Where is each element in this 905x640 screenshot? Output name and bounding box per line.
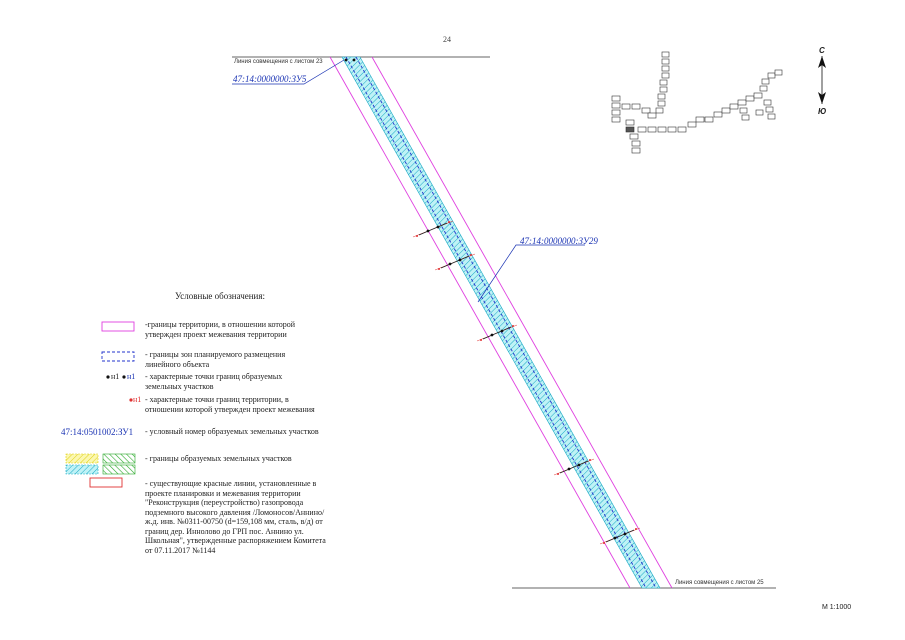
legend-parcel-green-bottom — [103, 465, 135, 474]
legend-territory-symbol — [102, 322, 134, 331]
legend-red-line-symbol — [90, 478, 122, 487]
page-number: 24 — [443, 35, 451, 44]
legend-item-territory: -границы территории, в отношении которой утвержден проект межевания территории — [145, 320, 296, 339]
legend-item-territory-points: - характерные точки границ территории, в отношении которой утвержден проект межевания — [145, 395, 315, 414]
legend-item-red-lines: - существующие красные линии, установленные в проекте планировки и межевания территории "Реконструкция (переустройство) газопровода подземного высокого давления /Ломоносов/Аннино/ ж.д. инв. №0311-00750 (d=159,108 мм, сталь, в/д) от границ дер. Иннолово до ГРП пос. Аннино ул. Школьная", утвержденные распоряжением Комитета от 07.11.2017 №1144 — [145, 479, 326, 555]
north-arrow-icon — [818, 56, 826, 104]
territory-boundary-right — [372, 57, 672, 588]
legend-parcel-cyan — [66, 465, 98, 474]
legend-title: Условные обозначения: — [175, 291, 266, 301]
parcel-label-zu5: 47:14:0000000:ЗУ5 — [233, 74, 307, 84]
overview-key-map — [612, 52, 782, 153]
legend-parcel-green-top — [103, 454, 135, 463]
legend-marker-n1-b: н1 — [127, 372, 136, 381]
legend-marker-n1-a: н1 — [111, 372, 120, 381]
parcel-strip — [342, 57, 660, 588]
legend-parcel-yellow — [66, 454, 98, 463]
legend-zone-symbol — [102, 352, 134, 361]
territory-boundary-left — [330, 57, 630, 588]
compass-north-label: С — [819, 46, 825, 55]
legend-sample-parcel-number: 47:14:0501002:ЗУ1 — [61, 427, 134, 437]
legend-item-parcel-points: - характерные точки границ образуемых земельных участков — [145, 372, 283, 391]
legend-item-parcel-boundaries: - границы образуемых земельных участков — [145, 454, 292, 463]
legend-point-marker-2 — [122, 375, 125, 378]
parcel-label-zu29: 47:14:0000000:ЗУ29 — [520, 236, 598, 246]
legend-point-marker-1 — [106, 375, 109, 378]
legend-marker-n1-red: н1 — [133, 395, 142, 404]
match-line-top-label: Линия совмещения с листом 23 — [234, 59, 323, 65]
scale-label: М 1:1000 — [822, 604, 852, 611]
legend-item-parcel-number: - условный номер образуемых земельных участков — [145, 427, 319, 436]
match-line-bottom-label: Линия совмещения с листом 25 — [675, 580, 764, 586]
legend-item-zone: - границы зон планируемого размещения линейного объекта — [145, 350, 286, 369]
compass-south-label: Ю — [818, 107, 827, 116]
